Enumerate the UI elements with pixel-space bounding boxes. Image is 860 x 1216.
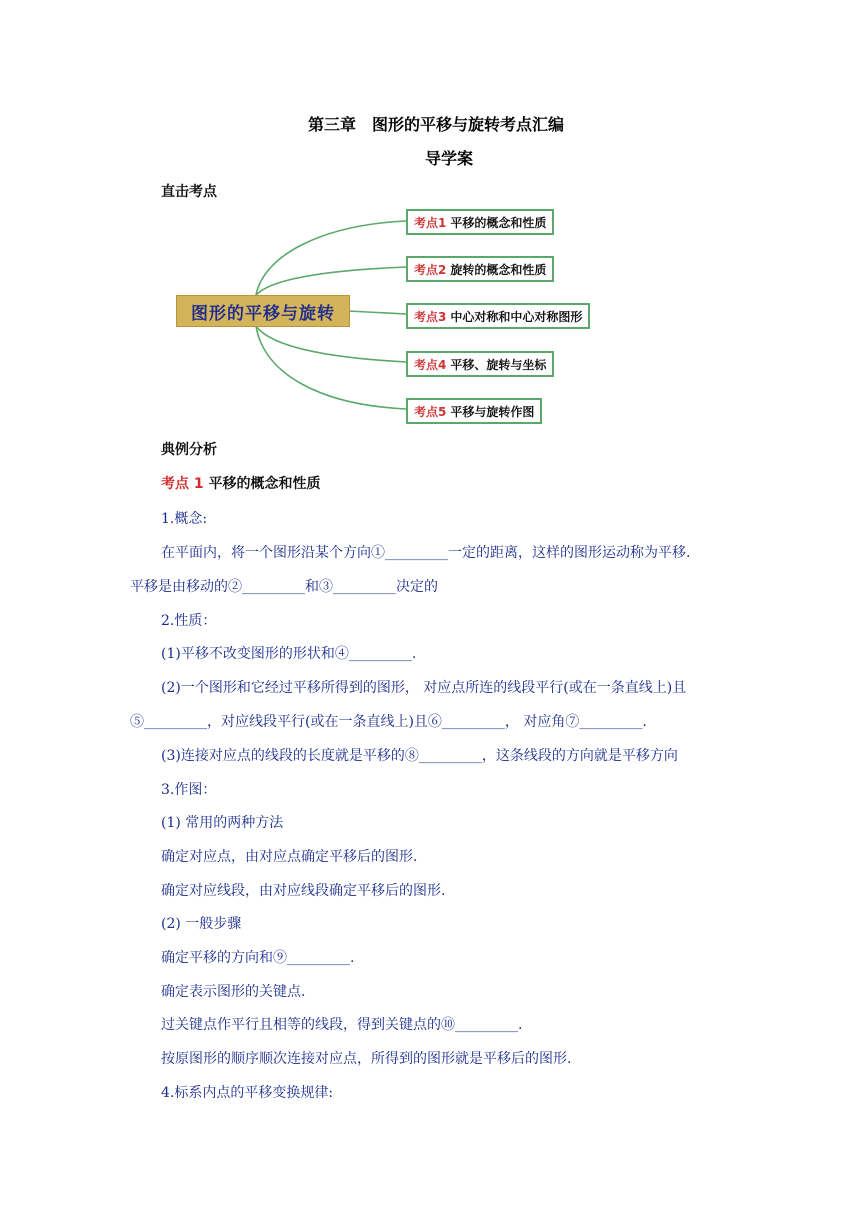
body-line: 4.标系内点的平移变换规律:	[161, 1085, 334, 1101]
connector-3	[348, 311, 406, 314]
document-title: 第三章 图形的平移与旋转考点汇编	[308, 115, 565, 134]
body-line: 3.作图：	[161, 782, 217, 798]
mind-map-node-3	[406, 303, 590, 329]
body-line: (2)一个图形和它经过平移所得到的图形， 对应点所连的线段平行(或在一条直线上)且	[161, 680, 687, 696]
body-line: 1.概念:	[161, 511, 208, 527]
body-line: (1)平移不改变图形的形状和④_________.	[161, 646, 417, 662]
connector-1	[256, 221, 406, 295]
node-label: 旋转的概念和性质	[450, 262, 547, 277]
node-tag: 考点3	[414, 309, 447, 324]
body-line: 平移是由移动的②_________和③_________决定的	[130, 579, 438, 595]
body-line: 确定对应线段，由对应线段确定平移后的图形.	[161, 883, 446, 899]
body-line: (3)连接对应点的线段的长度就是平移的⑧_________，这条线段的方向就是平移方向	[161, 748, 678, 764]
node-tag: 考点2	[414, 262, 447, 277]
section-heading-analysis: 典例分析	[161, 442, 217, 458]
body-line: 确定平移的方向和⑨_________.	[161, 950, 355, 966]
kp1-heading	[161, 473, 321, 493]
body-line: 确定对应点，由对应点确定平移后的图形.	[161, 849, 418, 865]
section-heading-direct-points: 直击考点	[161, 184, 217, 200]
body-line: (1) 常用的两种方法	[161, 815, 284, 831]
mind-map-center: 图形的平移与旋转	[176, 295, 350, 327]
kp1-title: 平移的概念和性质	[208, 476, 321, 492]
connector-4	[256, 326, 406, 362]
node-label: 中心对称和中心对称图形	[450, 309, 583, 324]
node-tag: 考点1	[414, 215, 447, 230]
node-tag: 考点4	[414, 357, 447, 372]
body-line: 按原图形的顺序顺次连接对应点，所得到的图形就是平移后的图形.	[161, 1051, 572, 1067]
node-tag: 考点5	[414, 404, 447, 419]
kp1-tag: 考点 1	[161, 476, 204, 492]
node-label: 平移、旋转与坐标	[450, 357, 547, 372]
body-line: ⑤_________，对应线段平行(或在一条直线上)且⑥_________， 对应角⑦_________.	[130, 714, 647, 730]
mind-map-node-4	[406, 351, 554, 377]
mind-map	[172, 200, 632, 430]
mind-map-node-1	[406, 209, 554, 235]
node-label: 平移与旋转作图	[450, 404, 535, 419]
node-label: 平移的概念和性质	[450, 215, 547, 230]
body-line: 过关键点作平行且相等的线段，得到关键点的⑩_________.	[161, 1017, 523, 1033]
document-subtitle: 导学案	[425, 149, 474, 168]
connector-5	[256, 326, 406, 409]
connector-2	[256, 267, 406, 295]
mind-map-node-5	[406, 398, 542, 424]
mind-map-node-2	[406, 256, 554, 282]
body-line: 在平面内，将一个图形沿某个方向①_________一定的距离，这样的图形运动称为平移.	[161, 545, 691, 561]
body-line: (2) 一般步骤	[161, 916, 242, 932]
body-line: 确定表示图形的关键点.	[161, 984, 306, 1000]
body-line: 2.性质：	[161, 613, 217, 629]
